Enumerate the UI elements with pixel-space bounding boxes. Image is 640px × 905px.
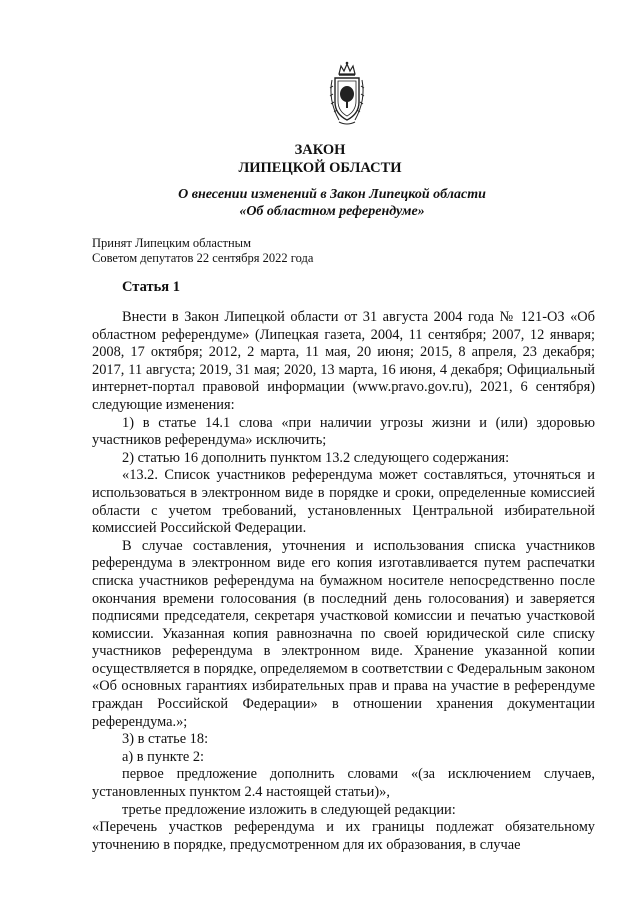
paragraph: первое предложение дополнить словами «(за исключением случаев, установленных пунктом 2.4 настоящей статьи)», bbox=[92, 766, 595, 801]
document-type-heading: ЗАКОН bbox=[294, 142, 346, 158]
subject-line-2: «Об областном референдуме» bbox=[239, 204, 425, 219]
article-body bbox=[92, 309, 595, 854]
paragraph: В случае составления, уточнения и использования списка участников референдума в электронном виде его копия изготавливается путем распечатки списка участников референдума на бумажном носителе непосредственно после окончания времени голосования (в последний день голосования) и заверяется подписями председателя, секретаря участковой комиссии и печатью участковой комиссии. Указанная копия равнозначна по своей юридической силе списку участников референдума в электронном виде. Хранение указанной копии осуществляется в порядке, определяемом в соответствии с Федеральным законом «Об основных гарантиях избирательных прав и права на участие в референдуме граждан Российской Федерации» в отношении хранения документации референдума.»; bbox=[92, 537, 595, 730]
paragraph: а) в пункте 2: bbox=[122, 748, 205, 765]
paragraph: Внести в Закон Липецкой области от 31 августа 2004 года № 121-ОЗ «Об областном референдуме» (Липецкая газета, 2004, 11 сентября; 2007, 12 января; 2008, 17 октября; 2012, 2 марта, 11 мая, 20 июня; 2015, 8 апреля, 23 декабря; 2017, 11 августа; 2019, 31 мая; 2020, 13 марта, 16 июня, 4 декабря; Официальный интернет-портал правовой информации (www.pravo.gov.ru), 2021, 6 сентября) следующие изменения: bbox=[92, 309, 595, 413]
subject-line-1: О внесении изменений в Закон Липецкой области bbox=[178, 187, 486, 202]
article-title: Статья 1 bbox=[122, 279, 180, 295]
paragraph: третье предложение изложить в следующей редакции: bbox=[122, 801, 456, 818]
adopted-line-2: Советом депутатов 22 сентября 2022 года bbox=[92, 251, 314, 265]
adopted-line-1: Принят Липецким областным bbox=[92, 236, 251, 250]
coat-of-arms-icon bbox=[327, 60, 367, 126]
paragraph: 2) статью 16 дополнить пунктом 13.2 следующего содержания: bbox=[122, 449, 510, 466]
region-heading: ЛИПЕЦКОЙ ОБЛАСТИ bbox=[238, 160, 402, 176]
paragraph: 3) в статье 18: bbox=[122, 731, 209, 748]
paragraph: 1) в статье 14.1 слова «при наличии угрозы жизни и (или) здоровью участников референдума» исключить; bbox=[92, 414, 595, 449]
paragraph: «13.2. Список участников референдума может составляться, уточняться и использоваться в электронном виде в порядке и сроки, определенные комиссией области с учетом требований, установленных Центральной избирательной комиссией Российской Федерации. bbox=[92, 467, 595, 537]
paragraph: «Перечень участков референдума и их границы подлежат обязательному уточнению в порядке, предусмотренном для их образования, в случае bbox=[92, 819, 595, 853]
